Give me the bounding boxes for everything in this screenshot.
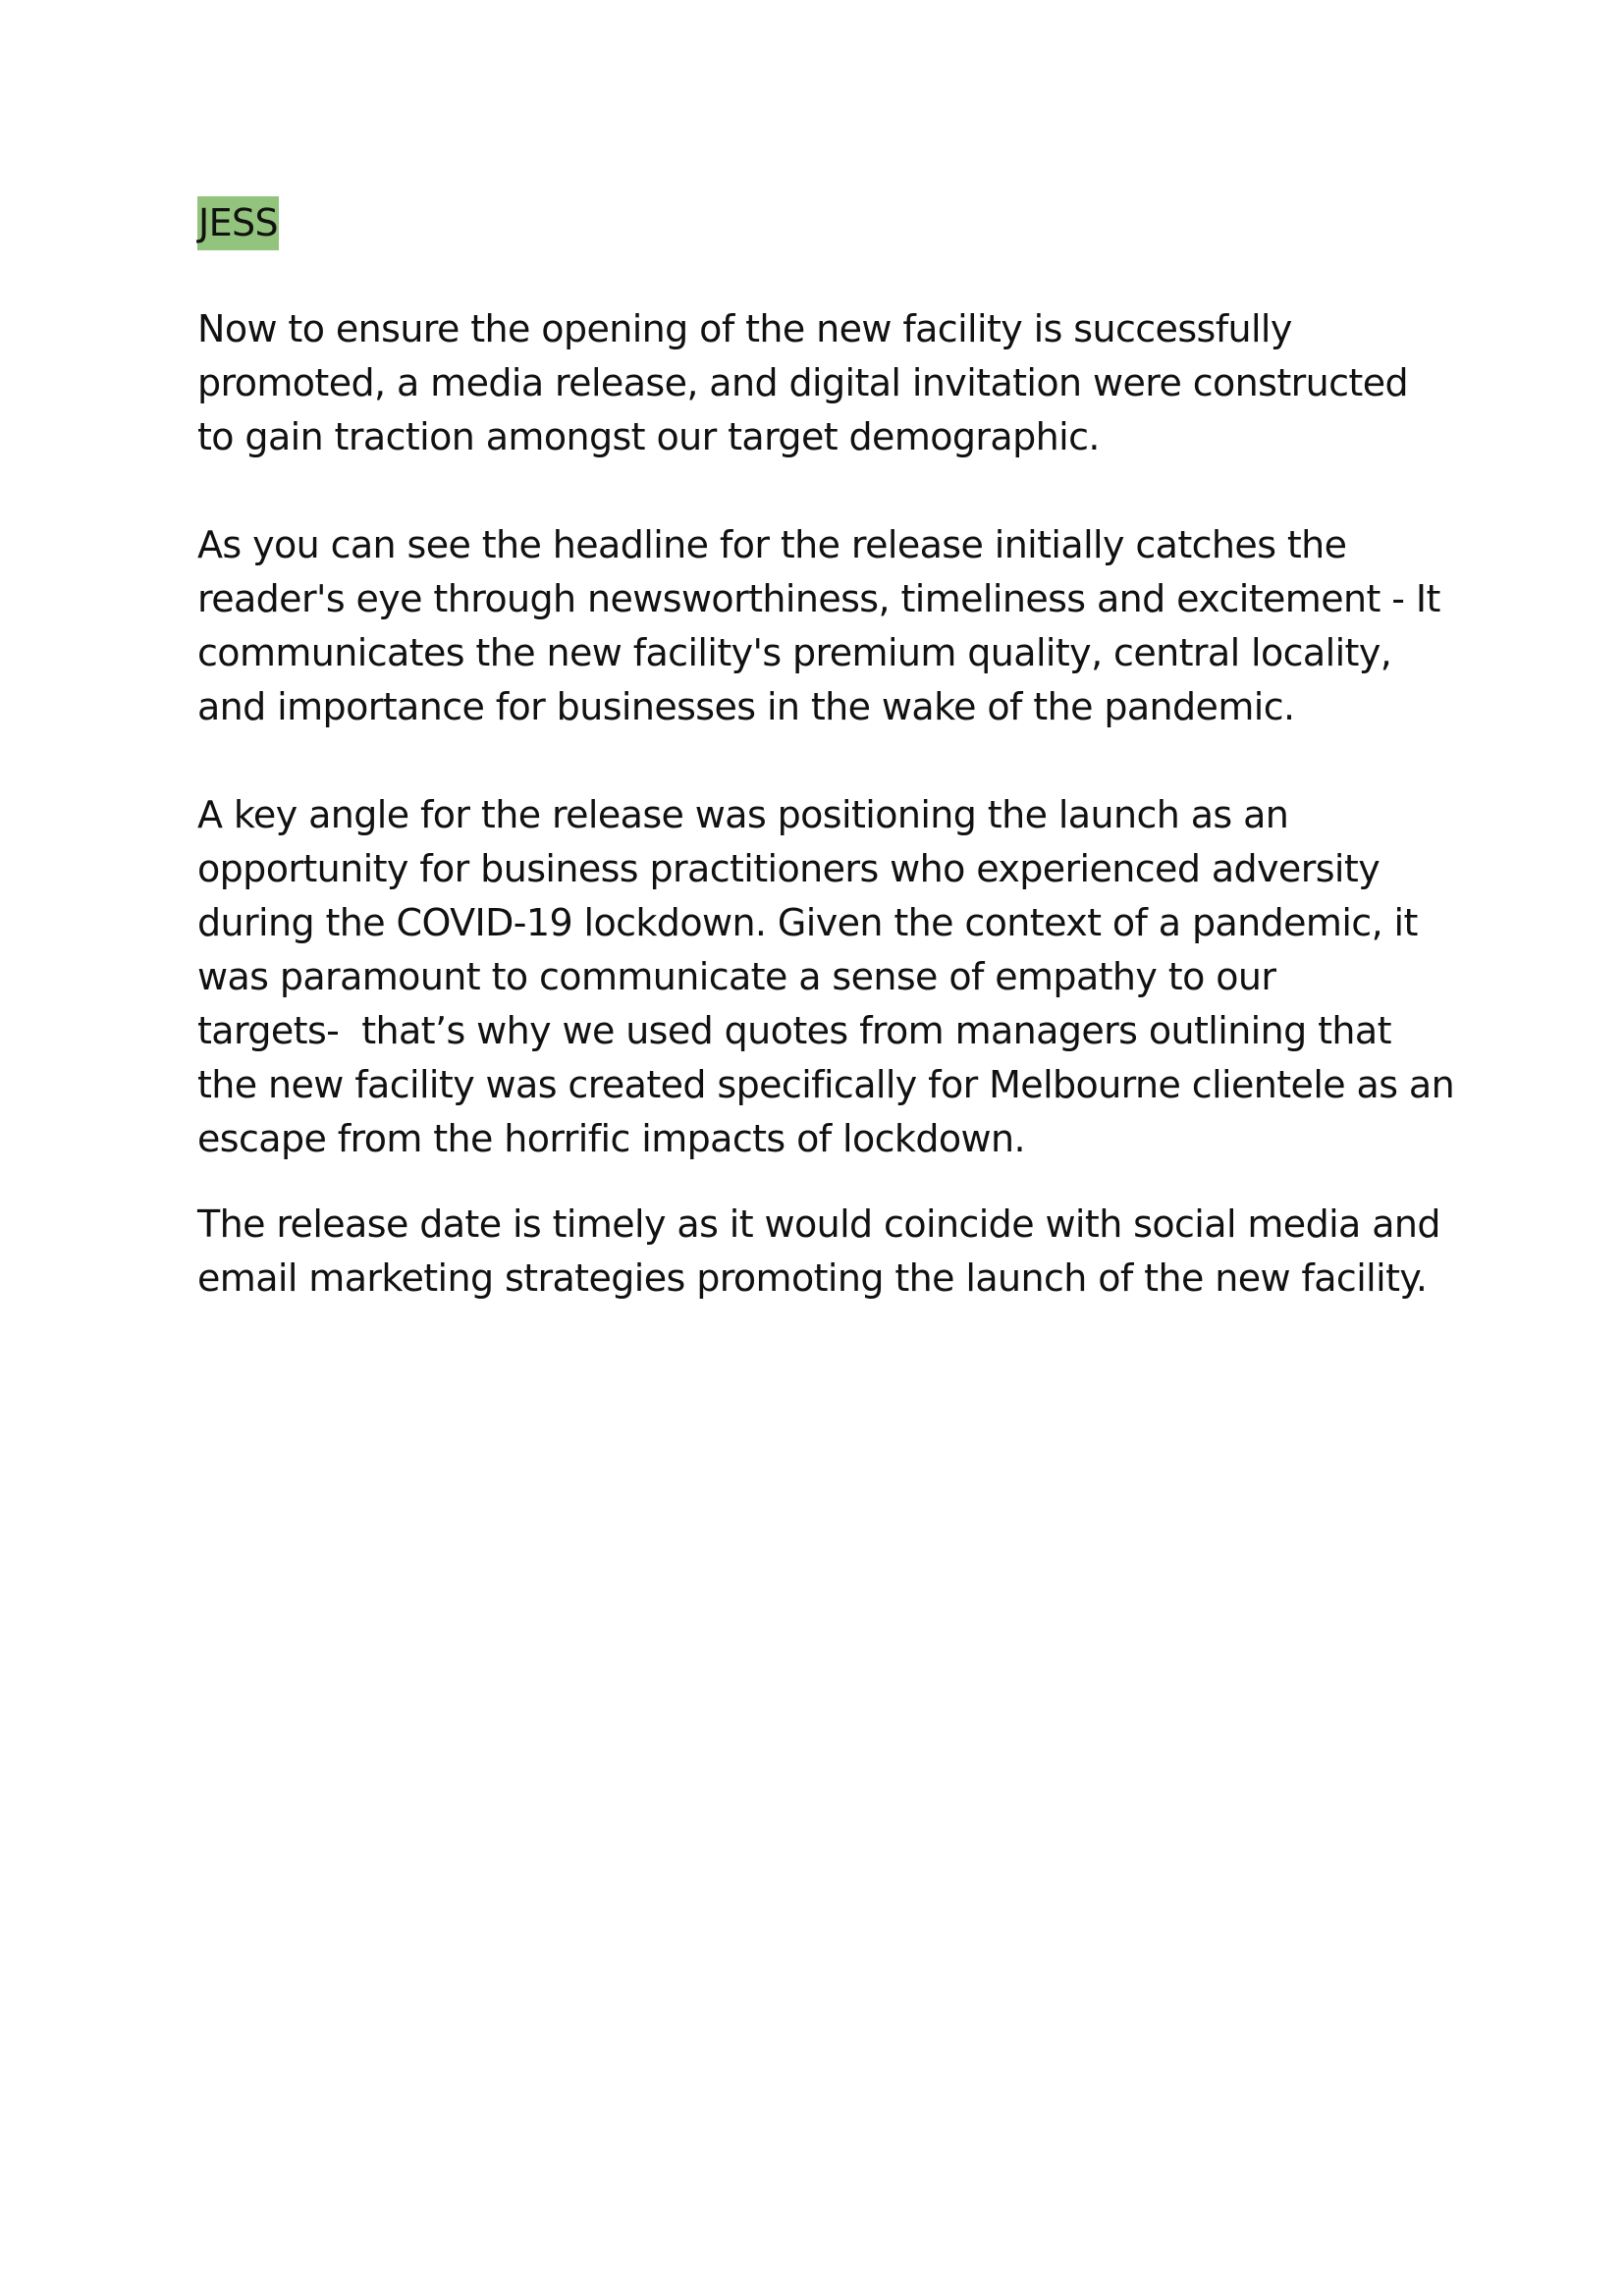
paragraph-3	[197, 788, 1464, 1166]
text-line: during the COVID-19 lockdown. Given the context of a pandemic, it	[197, 901, 1418, 944]
text-line: email marketing strategies promoting the launch of the new facility.	[197, 1256, 1428, 1300]
text-line: was paramount to communicate a sense of empathy to our	[197, 955, 1276, 998]
speaker-row	[197, 196, 1464, 250]
paragraph-4	[197, 1198, 1464, 1306]
document-body	[197, 196, 1464, 1306]
text-line: communicates the new facility's premium quality, central locality,	[197, 631, 1392, 674]
text-line: As you can see the headline for the release initially catches the	[197, 523, 1347, 566]
text-line: targets- that’s why we used quotes from managers outlining that	[197, 1009, 1391, 1052]
text-line: Now to ensure the opening of the new facility is successfully	[197, 307, 1292, 350]
text-line: escape from the horrific impacts of lockdown.	[197, 1117, 1025, 1160]
text-line: The release date is timely as it would coincide with social media and	[197, 1202, 1440, 1246]
text-line: reader's eye through newsworthiness, timeliness and excitement - It	[197, 577, 1440, 620]
paragraph-2	[197, 518, 1464, 734]
text-line: and importance for businesses in the wake of the pandemic.	[197, 685, 1295, 728]
text-line: the new facility was created specifically for Melbourne clientele as an	[197, 1063, 1455, 1106]
text-line: A key angle for the release was positioning the launch as an	[197, 793, 1289, 836]
text-line: to gain traction amongst our target demographic.	[197, 415, 1100, 458]
text-line: promoted, a media release, and digital invitation were constructed	[197, 361, 1409, 404]
text-line: opportunity for business practitioners who experienced adversity	[197, 847, 1380, 890]
paragraph-1	[197, 302, 1464, 464]
speaker-label: JESS	[197, 196, 279, 250]
